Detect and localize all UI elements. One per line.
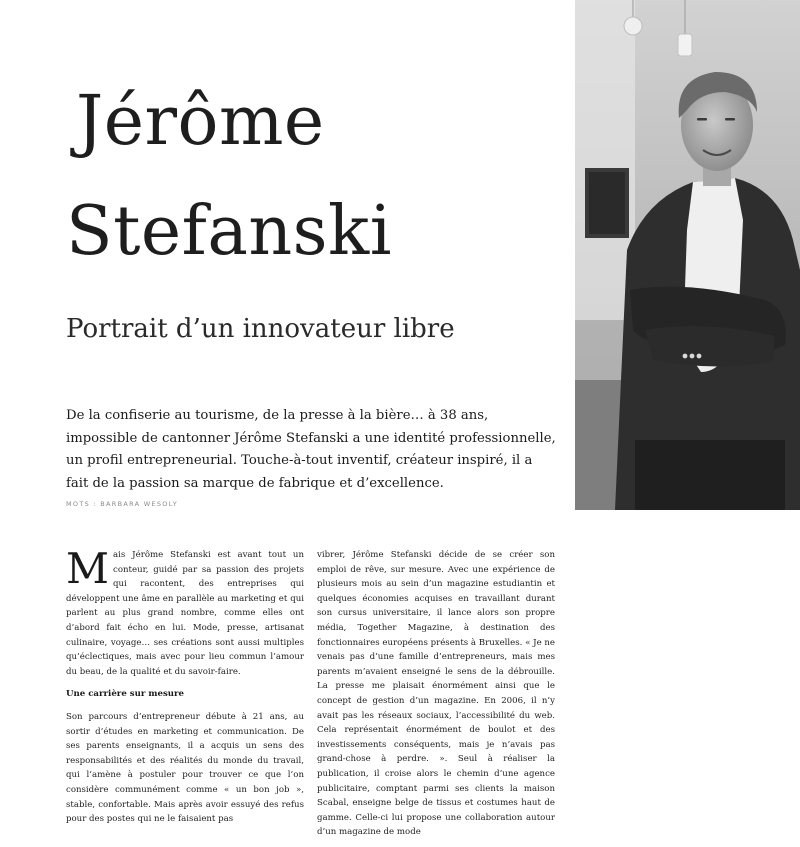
body-paragraph-2: Son parcours d’entrepreneur débute à 21 ans, au sortir d’études en marketing et communication. De ses parents enseignants, il a acquis un sens des responsabilités et des réalités du monde du travail, qui l’amène à postuler pour trouver ce que l’on considère communément comme « un bon job », stable, confortable. Mais après avoir essuyé des refus pour des postes qui ne le faisaient pas [66,711,304,825]
body-column-right [317,548,555,847]
body-column-left [66,544,304,834]
title-last-name: Stefanski [66,192,393,271]
portrait-photo [575,0,800,510]
title-first-name: Jérôme [76,82,325,161]
body-paragraph-1 [66,544,304,679]
subtitle: Portrait d’un innovateur libre [66,314,455,344]
section-subheading: Une carrière sur mesure [66,689,185,700]
drop-cap: M [66,544,110,593]
body-paragraph-3: vibrer, Jérôme Stefanski décide de se créer son emploi de rêve, sur mesure. Avec une expérience de plusieurs mois au sein d’un magazine estudiantin et quelques économies acquises en travaillant durant son cursus universitaire, il lance alors son propre média, Together Magazine, à destination des fonctionnaires européens présents à Bruxelles. « Je ne venais pas d’une famille d’entrepreneurs, mais mes parents m’avaient enseigné le sens de la débrouille. La presse me plaisait énormément ainsi que le concept de gestion d’un magazine. En 2006, il n’y avait pas les réseaux sociaux, l’accessibilité du web. Cela représentait énormément de boulot et des investissements conséquents, mais je n’avais pas grand-chose à perdre. ». Seul à réaliser la publication, il croise alors le chemin d’une agence publicitaire, comptant parmi ses clients la maison Scabal, enseigne belge de tissus et costumes haut de gamme. Celle-ci lui propose une collaboration autour d’un magazine de mode [317,550,556,838]
author-credit: MOTS : BARBARA WESOLY [66,500,179,508]
intro-paragraph: De la confiserie au tourisme, de la presse à la bière… à 38 ans, impossible de cantonner Jérôme Stefanski a une identité professionnelle, un profil entrepreneurial. Touche-à-tout inventif, créateur inspiré, il a fait de la passion sa marque de fabrique et d’excellence. [66,408,556,491]
body-paragraph-1-text: ais Jérôme Stefanski est avant tout un conteur, guidé par sa passion des projets qui racontent, des entreprises qui développent une âme en parallèle au marketing et qui parlent au plus grand nombre, comme elles ont d’abord fait écho en lui. Mode, presse, artisanat culinaire, voyage… ses créations sont aussi multiples qu’éclectiques, mais avec pour lieu commun l’amour du beau, de la qualité et du savoir-faire. [66,550,304,677]
